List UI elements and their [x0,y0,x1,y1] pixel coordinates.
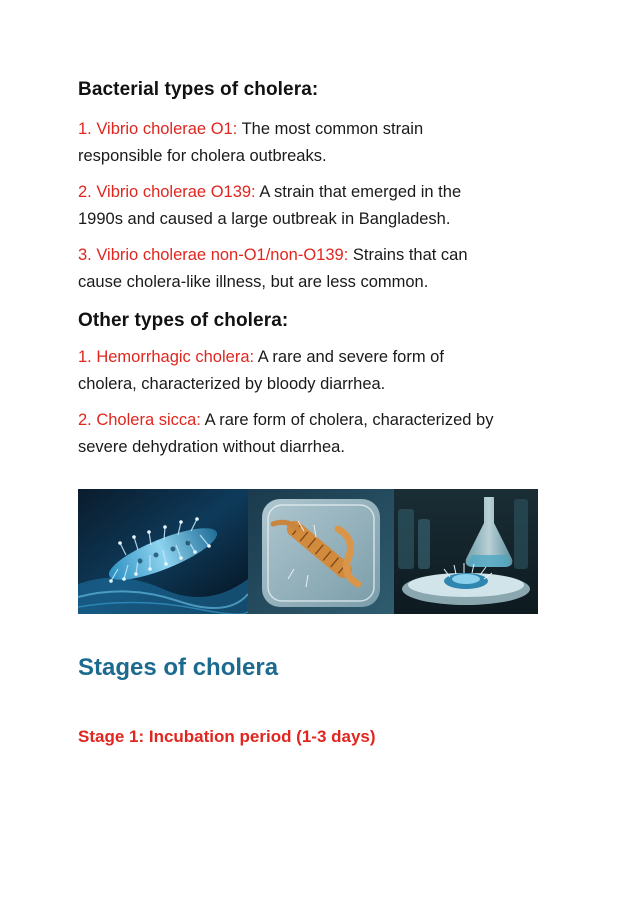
other-item-2-text-line1: A rare form of cholera, characterized by [200,411,494,429]
other-item-2-text-line2: severe dehydration without diarrhea. [78,438,345,456]
lab-petri-dish-image [394,489,538,614]
bacterial-item-1-text-line2: responsible for cholera outbreaks. [78,147,327,165]
other-types-heading: Other types of cholera: [78,310,289,331]
other-item-1-text-line2: cholera, characterized by bloody diarrhea. [78,375,386,393]
bacterial-item-2-label: 2. Vibrio cholerae O139: [78,183,256,201]
bacterial-item-2 [78,179,578,233]
stage-1-heading: Stage 1: Incubation period (1-3 days) [78,727,376,746]
bacterial-item-1-text-line1: The most common strain [237,120,424,138]
bacterial-item-3-label: 3. Vibrio cholerae non-O1/non-O139: [78,246,349,264]
bacterial-item-1-label: 1. Vibrio cholerae O1: [78,120,238,138]
bacterial-item-3-text-line2: cause cholera-like illness, but are less common. [78,273,429,291]
bacteria-image-strip [78,489,538,614]
bacterial-item-2-text-line2: 1990s and caused a large outbreak in Bangladesh. [78,210,451,228]
bacterial-item-3-text-line1: Strains that can [348,246,468,264]
bacterial-item-1 [78,116,578,170]
bacterial-item-2-text-line1: A strain that emerged in the [255,183,462,201]
other-item-1 [78,344,578,398]
other-item-1-text-line1: A rare and severe form of [254,348,444,366]
bacterium-water-image [78,489,248,614]
other-item-1-label: 1. Hemorrhagic cholera: [78,348,255,366]
other-item-2-label: 2. Cholera sicca: [78,411,201,429]
bacterium-gel-image [248,489,394,614]
bacterial-types-heading: Bacterial types of cholera: [78,79,319,100]
bacterial-item-3 [78,242,578,296]
other-item-2 [78,407,578,461]
stages-of-cholera-heading: Stages of cholera [78,654,279,681]
